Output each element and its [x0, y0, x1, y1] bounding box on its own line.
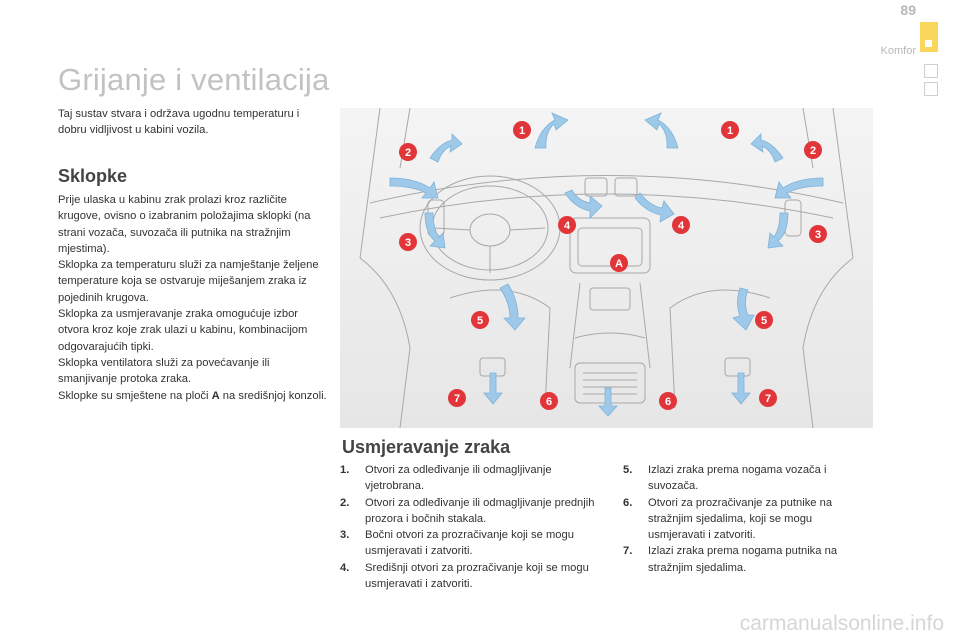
intro-text: Taj sustav stvara i održava ugodnu temperaturu i dobru vidljivost u kabini vozila. [58, 108, 300, 136]
item-text: Izlazi zraka prema nogama vozača i suvozača. [648, 464, 827, 493]
marker-1-left [513, 121, 531, 139]
sklopke-paragraph: Sklopke su smještene na ploči [58, 389, 212, 402]
marker-2-left [399, 143, 417, 161]
marker-label: 7 [764, 393, 772, 405]
marker-label: 6 [664, 396, 672, 408]
section-tab-outline [924, 82, 938, 96]
marker-label: 5 [476, 315, 484, 327]
marker-label: 2 [404, 147, 412, 159]
item-number: 4. [340, 561, 350, 574]
marker-label: 3 [404, 237, 412, 249]
sklopke-paragraph: na središnjoj konzoli. [219, 389, 327, 402]
marker-label: 1 [726, 125, 734, 137]
marker-3-right [809, 225, 827, 243]
sklopke-paragraph: Sklopka za temperaturu služi za namještanje željene temperature koja se ostvaruje miješanjem zraka iz pojedinih krugova. [58, 259, 319, 304]
item-text: Otvori za odleđivanje ili odmagljivanje prednjih prozora i bočnih stakala. [365, 496, 595, 525]
cabin-air-vents-illustration [340, 108, 873, 428]
watermark: carmanualsonline.info [739, 612, 944, 635]
marker-1-right [721, 121, 739, 139]
sklopke-paragraph: Sklopka za usmjeravanje zraka omogućuje izbor otvora kroz koje zrak ulazi u kabinu, kombinacijom odgovarajućih tipki. [58, 308, 308, 353]
vent-list-left [340, 462, 610, 592]
item-text: Izlazi zraka prema nogama putnika na stražnjim sjedalima. [648, 545, 838, 574]
item-number: 5. [623, 464, 633, 476]
section-tab-active [920, 22, 938, 52]
sklopke-paragraph: Sklopka ventilatora služi za povećavanje ili smanjivanje protoka zraka. [58, 356, 270, 386]
marker-6-right [659, 392, 677, 410]
vent-list-right [623, 462, 863, 576]
marker-label: 7 [453, 393, 461, 405]
sklopke-heading: Sklopke [58, 166, 128, 186]
marker-7-left [448, 389, 466, 407]
item-text: Otvori za prozračivanje za putnike na stražnjim sjedalima, koji se mogu usmjeravati i zatvoriti. [648, 496, 833, 542]
marker-3-left [399, 233, 417, 251]
marker-label: 6 [545, 396, 553, 408]
marker-label: 2 [809, 145, 817, 157]
marker-label: 4 [677, 220, 685, 232]
marker-label: 4 [563, 220, 571, 232]
marker-label: 1 [518, 125, 526, 137]
marker-a-panel [610, 254, 628, 272]
marker-label: A [615, 258, 623, 270]
marker-4-left [558, 216, 576, 234]
sklopke-paragraph: Prije ulaska u kabinu zrak prolazi kroz različite krugove, ovisno o izabranim položajima sklopki (na strani vozača, suvozača ili putnika na stražnjim mjestima). [58, 194, 311, 255]
item-number: 7. [623, 545, 633, 558]
sklopke-body [58, 192, 330, 404]
list-item [623, 495, 863, 544]
marker-4-right [672, 216, 690, 234]
marker-label: 3 [814, 229, 822, 241]
item-number: 6. [623, 496, 633, 509]
section-tab-outline [924, 64, 938, 78]
list-item [340, 560, 610, 593]
item-text: Središnji otvori za prozračivanje koji se mogu usmjeravati i zatvoriti. [365, 561, 589, 591]
item-text: Otvori za odleđivanje ili odmagljivanje vjetrobrana. [365, 464, 552, 493]
list-item [623, 462, 863, 495]
item-number: 2. [340, 496, 350, 509]
section-label: Komfor [880, 45, 916, 57]
list-item [623, 543, 863, 576]
item-text: Bočni otvori za prozračivanje koji se mogu usmjeravati i zatvoriti. [365, 529, 574, 558]
marker-6-left [540, 392, 558, 410]
marker-5-right [755, 311, 773, 329]
panel-a-label: A [211, 389, 220, 402]
usmjeravanje-heading: Usmjeravanje zraka [342, 437, 511, 457]
page-number: 89 [900, 2, 916, 18]
marker-5-left [471, 311, 489, 329]
marker-7-right [759, 389, 777, 407]
marker-label: 5 [760, 315, 768, 327]
marker-2-right [804, 141, 822, 159]
item-number: 3. [340, 529, 350, 542]
list-item [340, 495, 610, 528]
list-item [340, 462, 610, 495]
page-title: Grijanje i ventilacija [58, 62, 330, 97]
list-item [340, 527, 610, 560]
tab-dot-icon [925, 40, 932, 47]
item-number: 1. [340, 464, 350, 476]
